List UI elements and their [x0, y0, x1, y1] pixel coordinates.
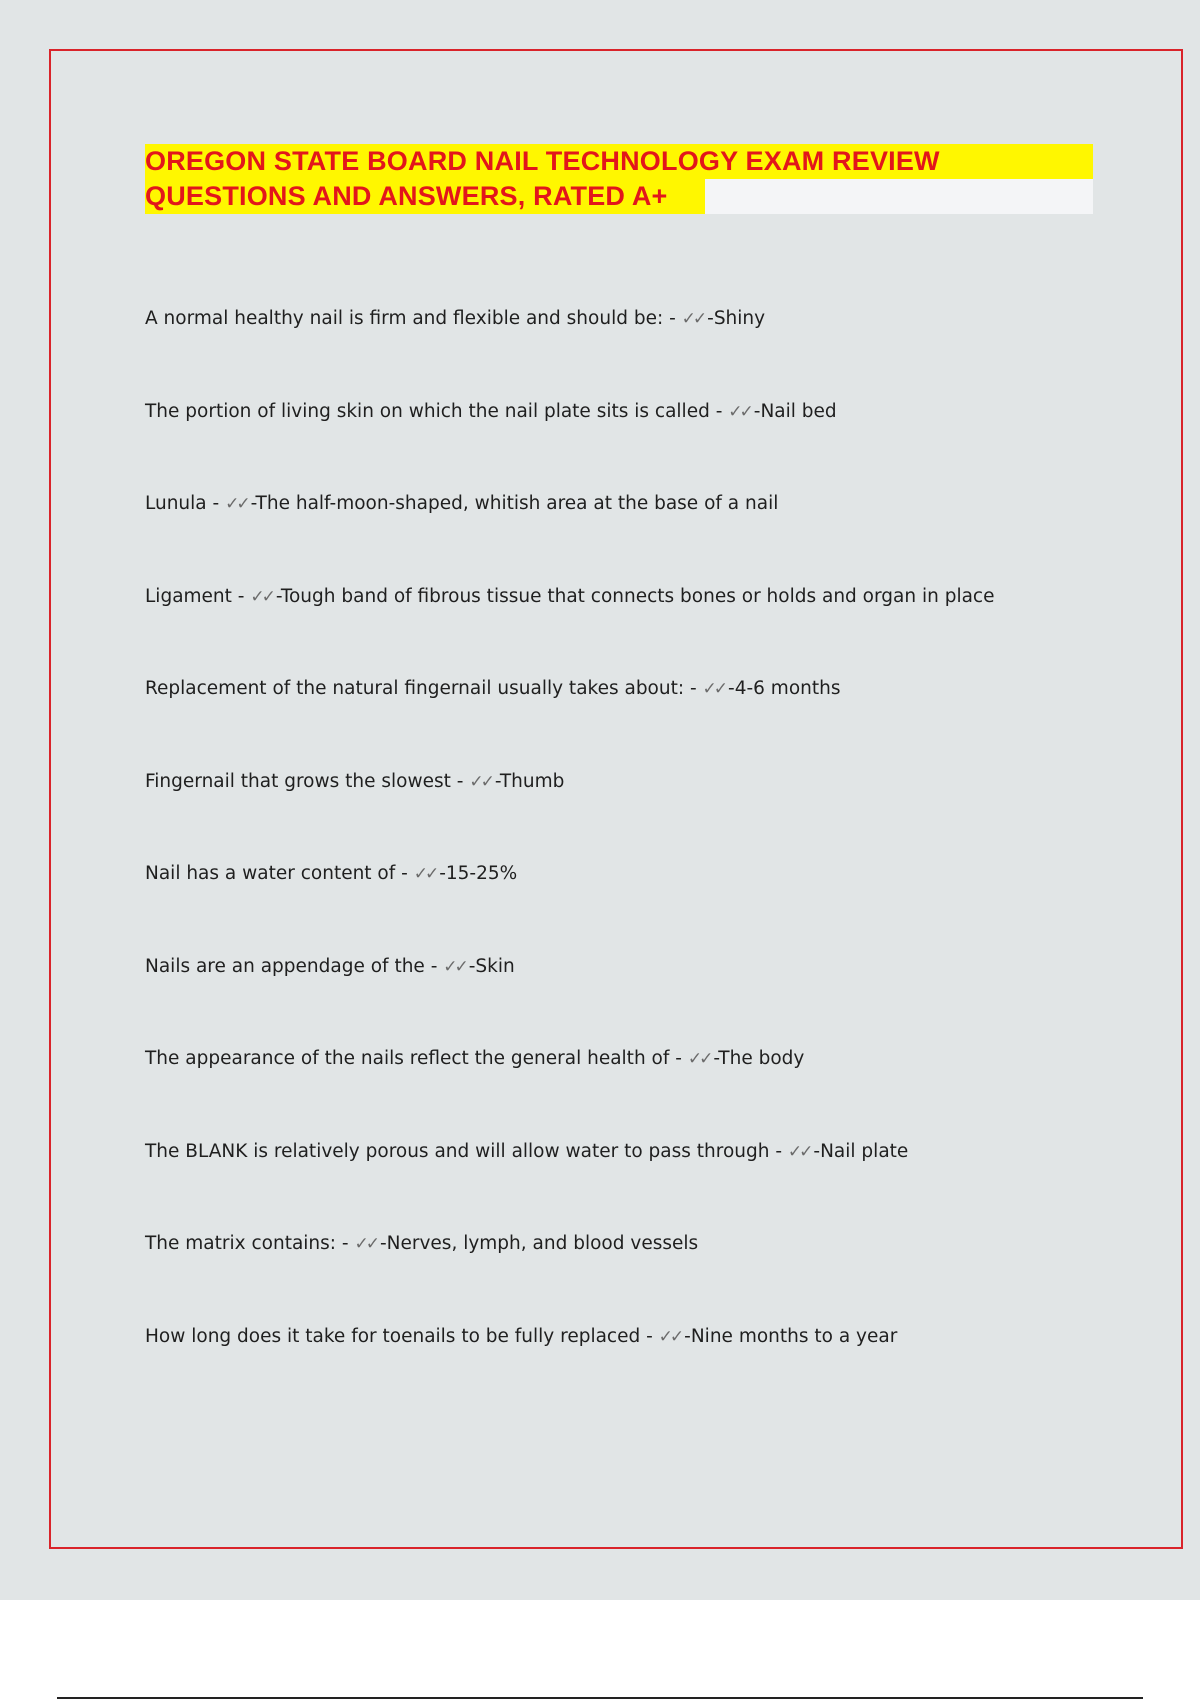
- double-check-icon: ✓✓: [658, 1326, 682, 1347]
- answer-text: -The body: [713, 1048, 805, 1069]
- qa-item: [145, 302, 1145, 395]
- double-check-icon: ✓✓: [469, 771, 492, 792]
- double-check-icon: ✓✓: [787, 1141, 811, 1162]
- separator: -: [684, 678, 703, 699]
- double-check-icon: ✓✓: [681, 309, 705, 329]
- answer-text: -Nail plate: [813, 1140, 909, 1162]
- document-title: [145, 144, 1093, 214]
- separator: -: [669, 1048, 688, 1069]
- answer-text: -Nail bed: [753, 400, 837, 422]
- question-text: Nail has a water content of: [145, 863, 396, 884]
- qa-item: [145, 1042, 1145, 1135]
- qa-list: [145, 302, 1145, 1412]
- separator: -: [769, 1140, 788, 1162]
- question-text: The matrix contains:: [145, 1233, 337, 1254]
- question-text: A normal healthy nail is firm and flexible and should be:: [145, 308, 664, 329]
- double-check-icon: ✓✓: [728, 401, 751, 422]
- question-text: How long does it take for toenails to be fully replaced: [145, 1325, 641, 1347]
- title-line-1: OREGON STATE BOARD NAIL TECHNOLOGY EXAM REVIEW: [145, 146, 940, 176]
- question-text: The appearance of the nails reflect the general health of: [145, 1048, 670, 1069]
- question-text: Replacement of the natural fingernail usually takes about:: [145, 678, 685, 699]
- double-check-icon: ✓✓: [687, 1049, 711, 1069]
- qa-item: [145, 1320, 1145, 1413]
- separator: -: [424, 955, 444, 977]
- qa-item: [145, 580, 1145, 673]
- qa-item: [145, 487, 1145, 580]
- double-check-icon: ✓✓: [702, 679, 726, 699]
- answer-text: -Nine months to a year: [684, 1325, 898, 1347]
- qa-item: [145, 765, 1145, 858]
- double-check-icon: ✓✓: [250, 586, 273, 607]
- question-text: Nails are an appendage of the: [145, 955, 425, 977]
- footer-divider: [57, 1697, 1143, 1699]
- qa-item: [145, 672, 1145, 765]
- qa-item: [145, 950, 1145, 1043]
- answer-text: -Tough band of fibrous tissue that connects bones or holds and organ in place: [275, 585, 995, 607]
- double-check-icon: ✓✓: [413, 864, 437, 884]
- answer-text: -Shiny: [707, 308, 766, 329]
- title-line-2: QUESTIONS AND ANSWERS, RATED A+: [145, 181, 668, 211]
- qa-item: [145, 395, 1145, 488]
- double-check-icon: ✓✓: [354, 1234, 377, 1254]
- qa-item: [145, 1227, 1145, 1320]
- answer-text: -Nerves, lymph, and blood vessels: [379, 1233, 699, 1254]
- qa-item: [145, 1135, 1145, 1228]
- double-check-icon: ✓✓: [225, 494, 248, 514]
- question-text: Ligament: [145, 585, 232, 607]
- answer-text: -Skin: [468, 955, 515, 977]
- separator: -: [640, 1325, 659, 1347]
- separator: -: [395, 863, 414, 884]
- question-text: The portion of living skin on which the nail plate sits is called: [145, 400, 710, 422]
- answer-text: -4-6 months: [728, 678, 841, 699]
- separator: -: [206, 493, 226, 514]
- qa-item: [145, 857, 1145, 950]
- separator: -: [709, 400, 729, 422]
- separator: -: [663, 308, 682, 329]
- separator: -: [231, 585, 251, 607]
- question-text: Lunula: [145, 493, 207, 514]
- answer-text: -The half-moon-shaped, whitish area at the base of a nail: [250, 493, 779, 514]
- answer-text: -Thumb: [494, 770, 565, 792]
- question-text: Fingernail that grows the slowest: [145, 770, 451, 792]
- separator: -: [450, 770, 470, 792]
- separator: -: [336, 1233, 355, 1254]
- double-check-icon: ✓✓: [443, 956, 466, 977]
- question-text: The BLANK is relatively porous and will allow water to pass through: [145, 1140, 770, 1162]
- answer-text: -15-25%: [439, 863, 518, 884]
